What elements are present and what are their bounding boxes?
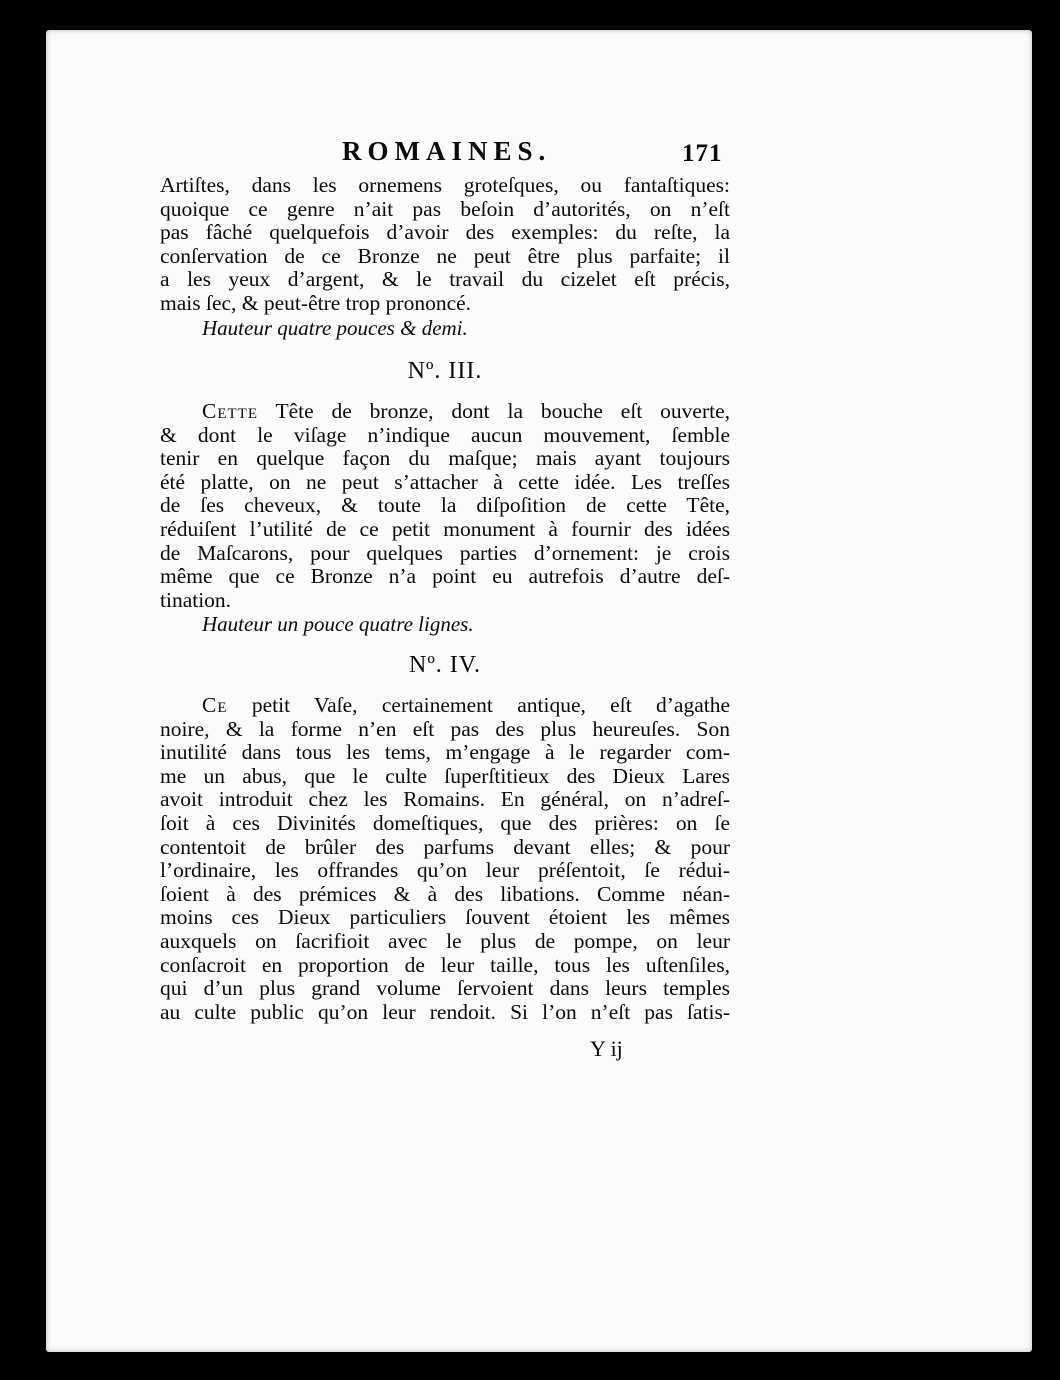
text-line: auxquels on ſacrifioit avec le plus de pompe, on leur [160, 928, 730, 953]
text-line: noire, & la forme n’en eſt pas des plus heureuſes. Son [160, 716, 730, 741]
text-line: tination. [160, 587, 232, 612]
page-number: 171 [682, 140, 723, 167]
text-line: de ſes cheveux, & toute la diſpoſition de cette Tête, [160, 493, 730, 518]
lead-word: Ce [202, 693, 228, 717]
text-line: quoique ce genre n’ait pas beſoin d’autorités, on n’eſt [160, 196, 730, 221]
text-line: Artiſtes, dans les ornemens groteſques, ou fantaſtiques: [160, 173, 730, 197]
running-head: ROMAINES. [342, 136, 552, 166]
section-4 [160, 650, 730, 1024]
first-line-text: Tête de bronze, dont la bouche eſt ouverte, [258, 399, 730, 423]
text-line-first [160, 694, 730, 718]
text-line: de Maſcarons, pour quelques parties d’ornement: je crois [160, 540, 730, 565]
text-line: conſacroit en proportion de leur taille, tous les uſtenſiles, [160, 952, 730, 977]
section-3 [160, 356, 730, 636]
text-line: ſoit à ces Divinités domeſtiques, que des prières: on ſe [160, 810, 730, 835]
text-line: avoit introduit chez les Romains. En général, on n’adreſ- [160, 787, 730, 812]
page-header [160, 136, 770, 172]
catchword: Y ij [590, 1036, 623, 1061]
text-line: tenir en quelque façon du maſque; mais ayant toujours [160, 446, 730, 471]
text-line: & dont le viſage n’indique aucun mouvement, ſemble [160, 422, 730, 447]
section-2-continuation [160, 174, 730, 340]
text-line: pas fâché quelquefois d’avoir des exemples: du reſte, la [160, 220, 730, 245]
text-line: conſervation de ce Bronze ne peut être plus parfaite; il [160, 243, 730, 268]
first-line-text: petit Vaſe, certainement antique, eſt d’agathe [227, 693, 730, 717]
section-title: Nº. III. [407, 358, 483, 384]
section-title: Nº. IV. [408, 652, 481, 678]
text-line: inutilité dans tous les tems, m’engage à le regarder com- [160, 740, 730, 765]
text-line: mais ſec, & peut-être trop prononcé. [160, 290, 472, 315]
dimension-note: Hauteur un pouce quatre lignes. [202, 612, 474, 637]
text-line: même que ce Bronze n’a point eu autrefois d’autre deſ- [160, 564, 730, 589]
text-line: qui d’un plus grand volume ſervoient dans leurs temples [160, 976, 730, 1001]
text-line: été platte, on ne peut s’attacher à cette idée. Les treſſes [160, 469, 730, 494]
text-line: a les yeux d’argent, & le travail du cizelet eſt précis, [160, 267, 730, 292]
lead-word: Cette [202, 399, 258, 423]
text-line: ſoient à des prémices & à des libations. Comme néan- [160, 881, 730, 906]
text-line: l’ordinaire, les offrandes qu’on leur préſentoit, ſe rédui- [160, 858, 730, 883]
text-line: me un abus, que le culte ſuperſtitieux des Dieux Lares [160, 763, 730, 788]
text-line: contentoit de brûler des parfums devant elles; & pour [160, 834, 730, 859]
text-line: au culte public qu’on leur rendoit. Si l’on n’eſt pas ſatis- [160, 999, 730, 1024]
dimension-note: Hauteur quatre pouces & demi. [202, 315, 468, 340]
text-line: moins ces Dieux particuliers ſouvent étoient les mêmes [160, 905, 730, 930]
text-line-first [160, 400, 730, 424]
text-line: réduiſent l’utilité de ce petit monument à fournir des idées [160, 516, 730, 541]
